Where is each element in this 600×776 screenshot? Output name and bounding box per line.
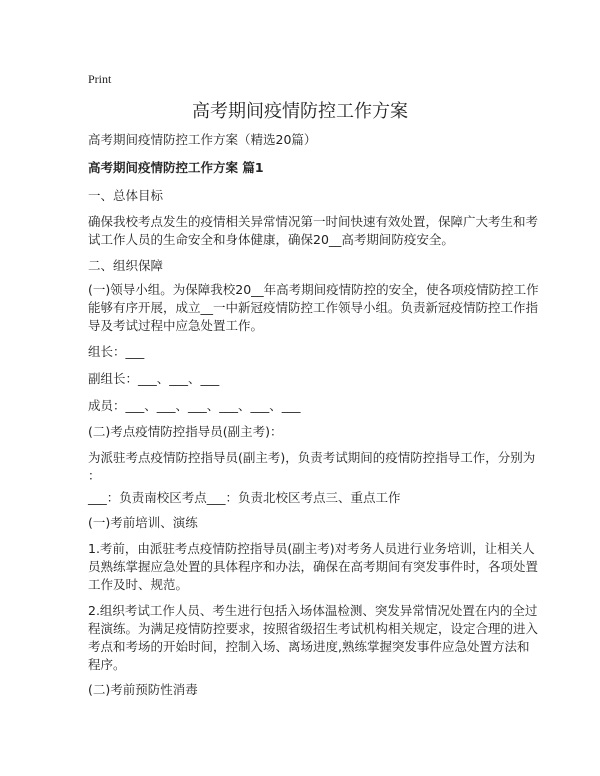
paragraph	[88, 213, 538, 249]
paragraph-line: 程演练。为满足疫情防控要求，按照省级招生考试机构相关规定，设定合理的进入	[88, 621, 539, 636]
paragraph-line: (二)考点疫情防控指导员(副主考)：	[88, 424, 283, 439]
paragraph-line: 程序。	[88, 657, 126, 672]
paragraph	[88, 257, 163, 275]
paragraph	[88, 489, 401, 507]
paragraph-line: ___：负责南校区考点___：负责北校区考点三、重点工作	[88, 490, 401, 505]
paragraph-line: 能够有序开展，成立__一中新冠疫情防控工作领导小组。负责新冠疫情防控工作指	[88, 300, 539, 315]
paragraph	[88, 370, 219, 388]
paragraph-line: 考点和考场的开始时间，控制入场、离场进度,熟练掌握突发事件应急处置方法和	[88, 639, 530, 654]
paragraph-line: 一、总体目标	[88, 188, 164, 203]
paragraph-line: ：	[88, 468, 101, 483]
print-label: Print	[88, 72, 112, 86]
section-heading: 高考期间疫情防控工作方案 篇1	[88, 160, 264, 175]
paragraph	[88, 397, 301, 415]
paragraph	[88, 602, 538, 674]
document-title: 高考期间疫情防控工作方案	[192, 101, 408, 122]
paragraph-line: 2.组织考试工作人员、考生进行包括入场体温检测、突发异常情况处置在内的全过	[88, 603, 538, 618]
document-subtitle: 高考期间疫情防控工作方案（精选20篇）	[88, 132, 317, 147]
paragraph	[88, 449, 535, 485]
paragraph	[88, 681, 198, 699]
paragraph-line: (一)领导小组。为保障我校20__年高考期间疫情防控的安全，使各项疫情防控工作	[88, 282, 539, 297]
paragraph-line: 确保我校考点发生的疫情相关异常情况第一时间快速有效处置，保障广大考生和考	[88, 214, 539, 229]
paragraph	[88, 281, 539, 335]
paragraph-line: 为派驻考点疫情防控指导员(副主考)，负责考试期间的疫情防控指导工作，分别为	[88, 450, 536, 465]
paragraph-line: (二)考前预防性消毒	[88, 682, 198, 697]
paragraph-line: 试工作人员的生命安全和身体健康，确保20__高考期间防疫安全。	[88, 232, 454, 247]
paragraph	[88, 540, 538, 594]
paragraph-line: 1.考前，由派驻考点疫情防控指导员(副主考)对考务人员进行业务培训，让相关人	[88, 541, 535, 556]
paragraph-line: 成员：___、___、___、___、___、___	[88, 398, 301, 413]
paragraph-line: 组长：___	[88, 344, 145, 359]
paragraph-line: 工作及时、规范。	[88, 577, 189, 592]
paragraph-line: (一)考前培训、演练	[88, 515, 198, 530]
paragraph	[88, 514, 198, 532]
paragraph	[88, 343, 144, 361]
paragraph-line: 员熟练掌握应急处置的具体程序和办法，确保在高考期间有突发事件时，各项处置	[88, 559, 539, 574]
paragraph-line: 导及考试过程中应急处置工作。	[88, 318, 264, 333]
paragraph	[88, 423, 283, 441]
paragraph	[88, 187, 163, 205]
paragraph-line: 二、组织保障	[88, 258, 164, 273]
paragraph-line: 副组长：___、___、___	[88, 371, 220, 386]
